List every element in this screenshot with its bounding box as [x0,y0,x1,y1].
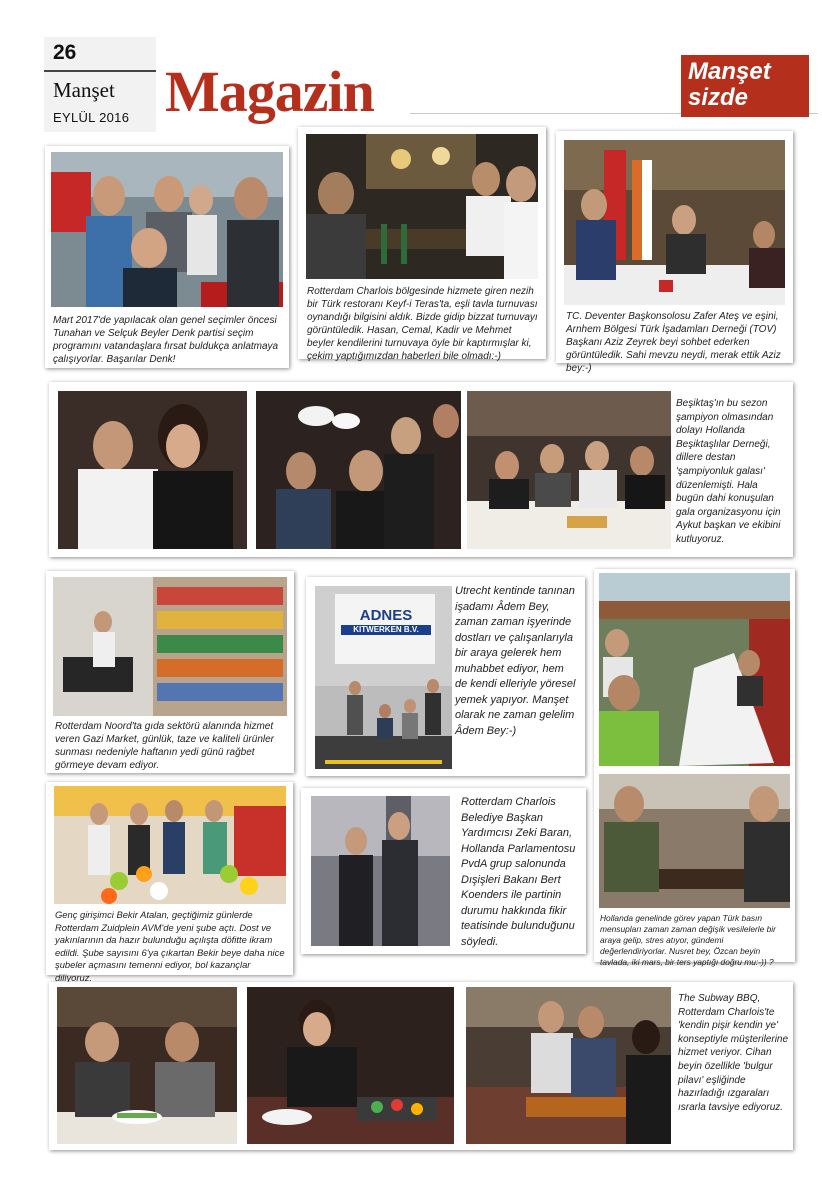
story-card-zeki-baran [301,788,586,954]
photo-press-backgammon [599,774,790,908]
badge-line-2: sizde [688,84,749,111]
header-divider [44,70,156,72]
photo-adem-bey-workplace [315,586,452,769]
caption-election: Mart 2017'de yapılacak olan genel seçimler öncesi Tunahan ve Selçuk Beyler Denk partisi seçim programını vatandaşlara fırsat buldukça anlatmaya çalışıyorlar. Başarılar Denk! [53,315,279,365]
caption-consul: TC. Deventer Başkonsolosu Zafer Ateş ve eşini, Arnhem Bölgesi Türk İşadamları Derneği (TOV) Başkanı Aziz Zeyrek beyi sohbet ederken görüntüledik. Sahi mevzu neydi, merak ettik Aziz bey:-) [566,311,781,374]
story-card-adem-bey [306,577,585,776]
story-card-press-backgammon [594,569,795,967]
caption-bekir-opening: Genç girişimci Bekir Atalan, geçtiğimiz günlerde Rotterdam Zuidplein AVM'de yeni şube açtı. Dost ve yakınlarının da hazır bulunduğu açılışta döfitte ikram edildi. Şube sayısını 6'ya çıkartan Bekir beye daha nice şubeler açmasını temenni ediyor, bol kazançlar diliyoruz. [55,909,285,983]
photo-subway-bbq-3 [466,987,671,1144]
photo-besiktas-gala-2 [256,391,461,549]
story-card-consul [556,131,793,374]
story-card-backgammon-tournament [298,127,546,362]
caption-gazi-market: Rotterdam Noord'ta gıda sektörü alanında hizmet veren Gazi Market, günlük, taze ve kaliteli ürünler sunması nedeniyle haftanın yedi günü rağbet görmeye devam ediyor. [55,721,274,771]
photo-bekir-opening [54,786,286,904]
photo-zeki-baran-koenders [311,796,450,946]
section-badge [681,55,809,117]
badge-line-1: Manşet [688,58,771,85]
caption-zeki-baran: Rotterdam Charlois Belediye Başkan Yardımcısı Zeki Baran, Hollanda Parlamentosu PvdA grup salonunda Dışişleri Bakanı Bert Koenders ile partinin durumu hakkında fikir teatisinde bulunduğunu söyledi. [461,796,576,948]
caption-adem-bey: Utrecht kentinde tanınan işadamı Âdem Bey, zaman zaman işyerinde dostları ve çalışanlarıyla bir araya gelerek hem muhabbet ediyor, hem de kendi elleriyle yöresel yemek yapıyor. Manşet olarak ne zaman gelelim Âdem Bey:-) [455,585,576,737]
photo-besiktas-gala-3 [467,391,671,549]
photo-press-dinner [599,573,790,766]
section-name: Manşet [53,78,115,102]
sign-company-subtitle: KITWERKEN B.V. [341,625,431,635]
story-card-subway-bbq [49,982,793,1150]
photo-election-campaign [51,152,283,307]
photo-besiktas-gala-1 [58,391,247,549]
story-card-bekir-opening [46,782,293,983]
caption-besiktas-gala: Beşiktaş'ın bu sezon şampiyon olmasından dolayı Hollanda Beşiktaşlılar Derneği, dillere destan 'şampiyonluk galası' düzenlemişti. Hala bugün dahi konuşulan gala organizasyonu için Aykut başkan ve ekibini kutluyoruz. [676,398,781,545]
caption-subway-bbq: The Subway BBQ, Rotterdam Charlois'te 'kendin pişir kendin ye' konseptiyle müşterilerine hizmet veriyor. Cihan beyin özellikle 'bulgur pilavı' eşliğinde hazırladığı ızgaraları ısrarla tavsiye ediyoruz. [678,993,789,1113]
story-card-election [45,146,289,368]
story-card-besiktas-gala [49,382,793,557]
page-number: 26 [53,41,77,64]
caption-backgammon-tournament: Rotterdam Charlois bölgesinde hizmete giren nezih bir Türk restoranı Keyf-i Teras'ta, eşli tavla turnuvası oynandığı bilgisini aldık. Bizde gidip bizzat turnuvayı görüntüledik. Hasan, Cemal, Kadir ve Mehmet beyler kendilerini turnuvaya öyle bir kaptırmışlar ki, çekim yaptığımızdan haberleri bile olmadı:-) [307,286,538,362]
photo-subway-bbq-2 [247,987,454,1144]
page-title: Magazin [165,59,374,124]
photo-backgammon-tournament [306,134,538,279]
photo-gazi-market [53,577,287,716]
photo-subway-bbq-1 [57,987,237,1144]
caption-press-backgammon: Hollanda genelinde görev yapan Türk basın mensupları zaman zaman değişik vesilelerle bir araya gelip, stres atıyor, gündemi değerlendiriyorlar. Nusret bey, Özcan beyin tavlada, iki mars, bir ters yaptığı doğru mu:-)) ? [600,913,776,967]
issue-date: EYLÜL 2016 [53,110,130,125]
photo-consul-meeting [564,140,785,305]
story-card-gazi-market [46,571,294,773]
sign-company-name: ADNES [359,607,413,624]
